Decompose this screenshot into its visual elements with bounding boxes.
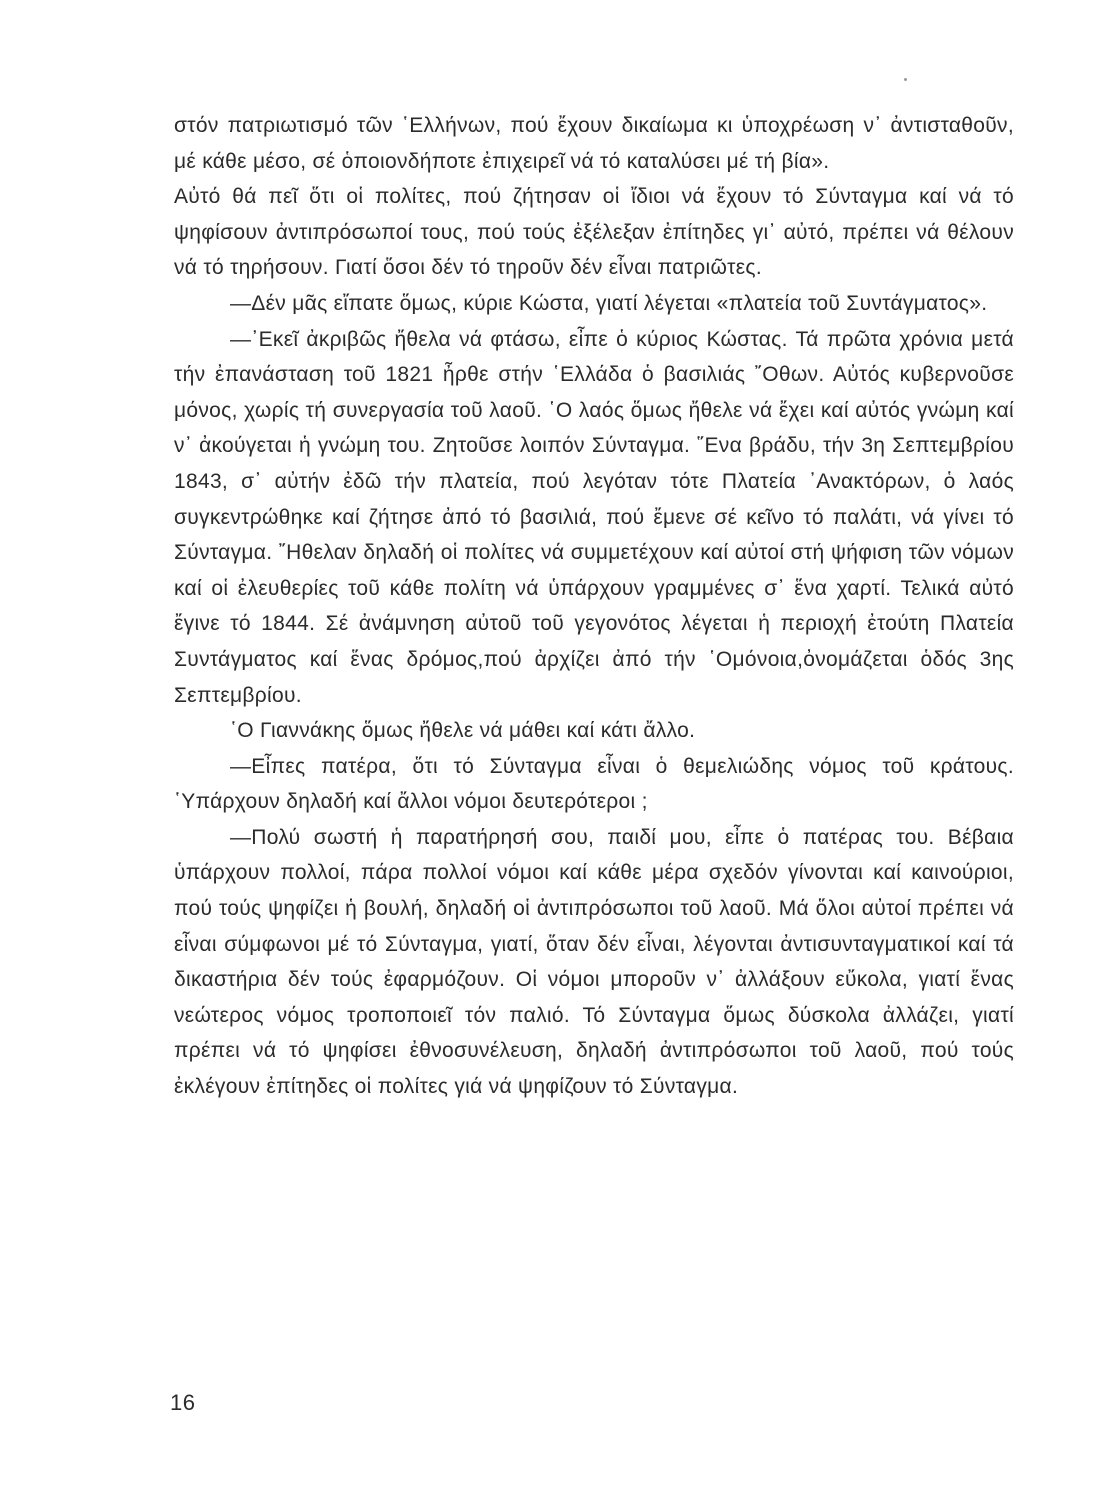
paragraph-3: —Δέν μᾶς εἴπατε ὅμως, κύριε Κώστα, γιατί λέγεται «πλατεία τοῦ Συντάγματος». (230, 291, 988, 315)
paragraph-1: στόν πατριωτισμό τῶν ῾Ελλήνων, πού ἔχουν δικαίωμα κι ὑποχρέωση ν᾽ ἀντισταθοῦν, μέ κάθε μέσο, σέ ὁποιονδήποτε ἐπιχειρεῖ νά τό καταλύσει μέ τή βία». (174, 114, 1014, 173)
body-text (174, 108, 1014, 1105)
speck-mark (904, 78, 907, 81)
paragraph-4: —᾽Εκεῖ ἀκριβῶς ἤθελα νά φτάσω, εἶπε ὁ κύριος Κώστας. Τά πρῶτα χρόνια μετά τήν ἐπανάσταση τοῦ 1821 ἦρθε στήν ῾Ελλάδα ὁ βασιλιάς ῎Οθων. Αὐτός κυβερνοῦσε μόνος, χωρίς τή συνεργασία τοῦ λαοῦ. ῾Ο λαός ὅμως ἤθελε νά ἔχει καί αὐτός γνώμη καί ν᾽ ἀκούγεται ἡ γνώμη του. Ζητοῦσε λοιπόν Σύνταγμα. ῞Ενα βράδυ, τήν 3η Σεπτεμβρίου 1843, σ᾽ αὐτήν ἐδῶ τήν πλατεία, πού λεγόταν τότε Πλατεία ᾽Ανακτόρων, ὁ λαός συγκεντρώθηκε καί ζήτησε ἀπό τό βασιλιά, πού ἔμενε σέ κεῖνο τό παλάτι, νά γίνει τό Σύνταγμα. ῎Ηθελαν δηλαδή οἱ πολίτες νά συμμετέχουν καί αὐτοί στή ψήφιση τῶν νόμων καί οἱ ἐλευθερίες τοῦ κάθε πολίτη νά ὑπάρχουν γραμμένες σ᾽ ἕνα χαρτί. Τελικά αὐτό ἔγινε τό 1844. Σέ ἀνάμνηση αὐτοῦ τοῦ γεγονότος λέγεται ἡ περιοχή ἐτούτη Πλατεία Συντάγματος καί ἕνας δρόμος,πού ἀρχίζει ἀπό τήν ῾Ομόνοια,ὀνομάζεται ὁδός 3ης Σεπτεμβρίου. (174, 327, 1014, 707)
page-number: 16 (170, 1390, 196, 1415)
paragraph-6: —Εἶπες πατέρα, ὅτι τό Σύνταγμα εἶναι ὁ θεμελιώδης νόμος τοῦ κράτους. ῾Υπάρχουν δηλαδή καί ἄλλοι νόμοι δευτερότεροι ; (174, 754, 1014, 814)
paragraph-5: ῾Ο Γιαννάκης ὅμως ἤθελε νά μάθει καί κάτι ἄλλο. (230, 719, 696, 743)
paragraph-7: —Πολύ σωστή ἡ παρατήρησή σου, παιδί μου, εἶπε ὁ πατέρας του. Βέβαια ὑπάρχουν πολλοί, πάρα πολλοί νόμοι καί κάθε μέρα σχεδόν γίνονται καί καινούριοι, πού τούς ψηφίζει ἡ βουλή, δηλαδή οἱ ἀντιπρόσωποι τοῦ λαοῦ. Μά ὅλοι αὐτοί πρέπει νά εἶναι σύμφωνοι μέ τό Σύνταγμα, γιατί, ὅταν δέν εἶναι, λέγονται ἀντισυνταγματικοί καί τά δικαστήρια δέν τούς ἐφαρμόζουν. Οἱ νόμοι μποροῦν ν᾽ ἀλλάξουν εὔκολα, γιατί ἕνας νεώτερος νόμος τροποποιεῖ τόν παλιό. Τό Σύνταγμα ὅμως δύσκολα ἀλλάζει, γιατί πρέπει νά τό ψηφίσει ἐθνοσυνέλευση, δηλαδή ἀντιπρόσωποι τοῦ λαοῦ, πού τούς ἐκλέγουν ἐπίτηδες οἱ πολίτες γιά νά ψηφίζουν τό Σύνταγμα. (174, 825, 1014, 1099)
paragraph-2: Αὐτό θά πεῖ ὅτι οἱ πολίτες, πού ζήτησαν οἱ ἴδιοι νά ἔχουν τό Σύνταγμα καί νά τό ψηφίσουν ἀντιπρόσωποί τους, πού τούς ἐξέλεξαν ἐπίτηδες γι᾽ αὐτό, πρέπει νά θέλουν νά τό τηρήσουν. Γιατί ὅσοι δέν τό τηροῦν δέν εἶναι πατριῶτες. (174, 185, 1014, 280)
